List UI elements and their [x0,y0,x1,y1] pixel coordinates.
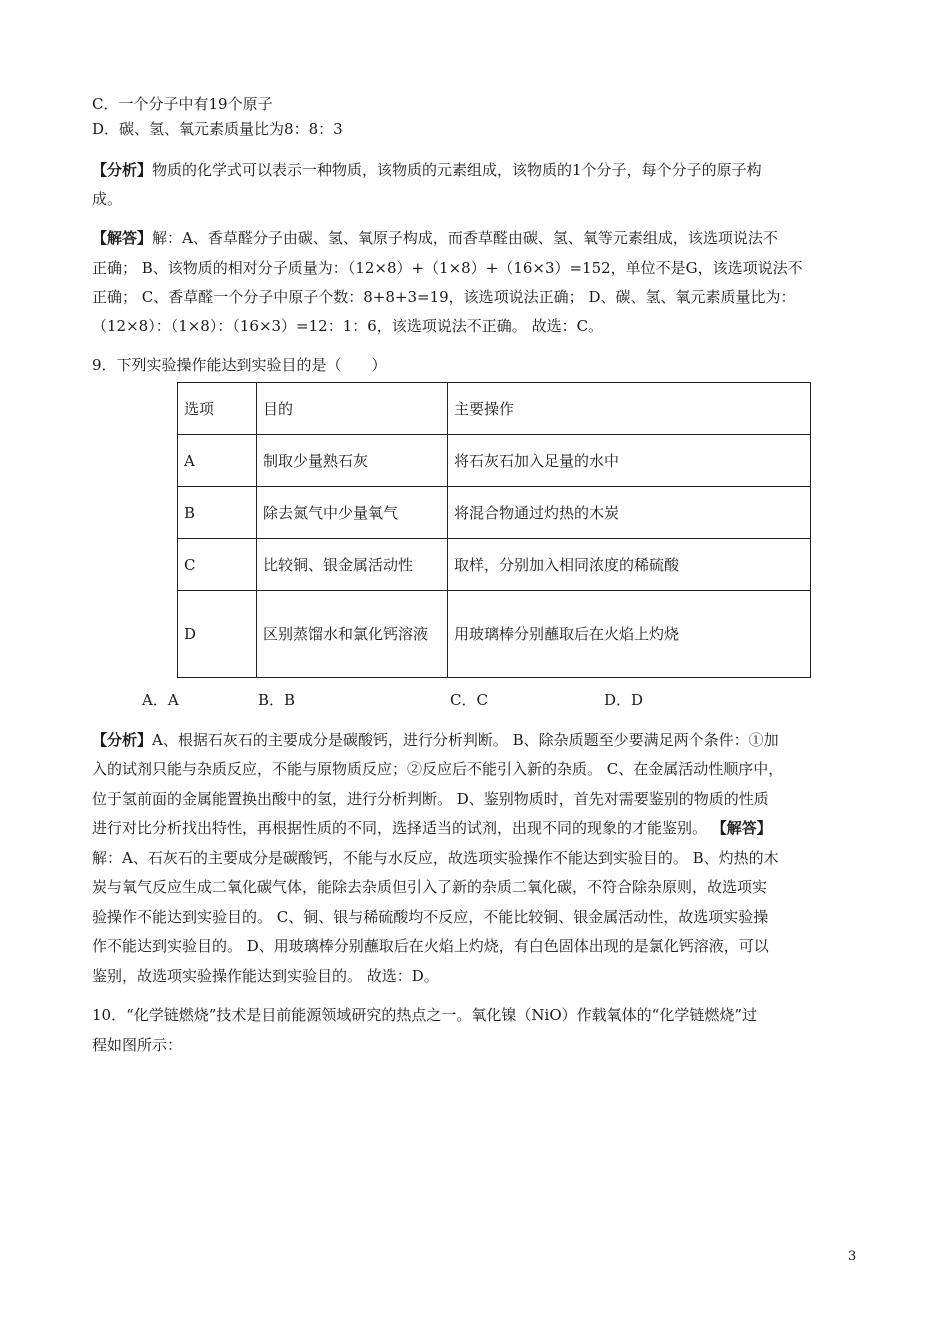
q9-choice-c: C．C [450,691,488,709]
q8-answer-line-2: 正确； B、该物质的相对分子质量为：（12×8）+（1×8）+（16×3）=152，单位不是G，该选项说法不 [92,259,803,277]
table-row [178,435,811,487]
answer-tag: 【解答】 [92,229,153,247]
q9-choice-b: B．B [258,691,296,709]
answer-tag: 【解答】 [711,819,772,837]
analysis-tag: 【分析】 [92,161,153,179]
table-row [178,487,811,539]
q9-solution-line-7: 验操作不能达到实验目的。 C、铜、银与稀硫酸均不反应，不能比较铜、银金属活动性，故选项实验操 [92,908,769,926]
table-header-cell: 目的 [257,383,448,435]
q10-stem-line-1: 10．“化学链燃烧”技术是目前能源领域研究的热点之一。氧化镍（NiO）作载氧体的“化学链燃烧”过 [92,1006,757,1024]
table-cell: 将石灰石加入足量的水中 [448,435,811,487]
table-row [178,591,811,678]
table-cell: 比较铜、银金属活动性 [257,539,448,591]
q9-stem: 9．下列实验操作能达到实验目的是（ ） [92,356,387,374]
table-cell: A [178,435,257,487]
answer-text: 解：A、香草醛分子由碳、氢、氧原子构成，而香草醛由碳、氢、氧等元素组成，该选项说法不 [152,229,778,247]
q9-solution-line-9: 鉴别，故选项实验操作能达到实验目的。 故选：D。 [92,967,439,985]
q9-solution-line-2: 入的试剂只能与杂质反应，不能与原物质反应；②反应后不能引入新的杂质。 C、在金属活动性顺序中， [92,760,784,778]
q9-table [177,382,811,678]
q8-option-c: C．一个分子中有19个原子 [92,95,273,113]
q8-answer-line-4: （12×8）：（1×8）：（16×3）=12：1：6，该选项说法不正确。 故选：C。 [92,317,604,335]
analysis-tag: 【分析】 [92,731,153,749]
q8-answer-line-3: 正确； C、香草醛一个分子中原子个数：8+8+3=19，该选项说法正确； D、碳、氢、氧元素质量比为： [92,288,796,306]
table-header-cell: 主要操作 [448,383,811,435]
table-header-row [178,383,811,435]
table-cell: C [178,539,257,591]
q9-solution-line-6: 炭与氧气反应生成二氧化碳气体，能除去杂质但引入了新的杂质二氧化碳，不符合除杂原则，故选项实 [92,878,768,896]
table-cell: 取样，分别加入相同浓度的稀硫酸 [448,539,811,591]
table-cell: 制取少量熟石灰 [257,435,448,487]
table-header-cell: 选项 [178,383,257,435]
q9-solution-line-3: 位于氢前面的金属能置换出酸中的氢，进行分析判断。 D、鉴别物质时，首先对需要鉴别的物质的性质 [92,790,769,808]
table-row [178,539,811,591]
analysis-text: A、根据石灰石的主要成分是碳酸钙，进行分析判断。 B、除杂质题至少要满足两个条件：①加 [152,731,779,749]
q8-analysis-line-1 [92,160,762,180]
q9-choice-d: D．D [604,691,644,709]
table-cell: 将混合物通过灼热的木炭 [448,487,811,539]
table-cell: 用玻璃棒分别蘸取后在火焰上灼烧 [448,591,811,678]
q10-stem-line-2: 程如图所示： [92,1036,183,1054]
table-cell: B [178,487,257,539]
table-cell: 除去氮气中少量氧气 [257,487,448,539]
analysis-text: 物质的化学式可以表示一种物质，该物质的元素组成，该物质的1个分子，每个分子的原子构 [152,161,762,179]
q8-analysis-line-2: 成。 [92,190,123,208]
analysis-text: 进行对比分析找出特性，再根据性质的不同，选择适当的试剂，出现不同的现象的才能鉴别。 [92,819,712,837]
q8-option-d: D．碳、氢、氧元素质量比为8：8：3 [92,120,343,138]
q8-answer-line-1 [92,228,778,248]
table-cell: 区别蒸馏水和氯化钙溶液 [257,591,448,678]
q9-solution-line-1 [92,730,779,750]
q9-solution-line-5: 解：A、石灰石的主要成分是碳酸钙，不能与水反应，故选项实验操作不能达到实验目的。 B、灼热的木 [92,849,779,867]
q9-solution-line-8: 作不能达到实验目的。 D、用玻璃棒分别蘸取后在火焰上灼烧，有白色固体出现的是氯化钙溶液，可以 [92,937,769,955]
page-number: 3 [848,1249,857,1264]
q9-choice-a: A．A [142,691,179,709]
table-cell: D [178,591,257,678]
q9-solution-line-4 [92,818,772,838]
